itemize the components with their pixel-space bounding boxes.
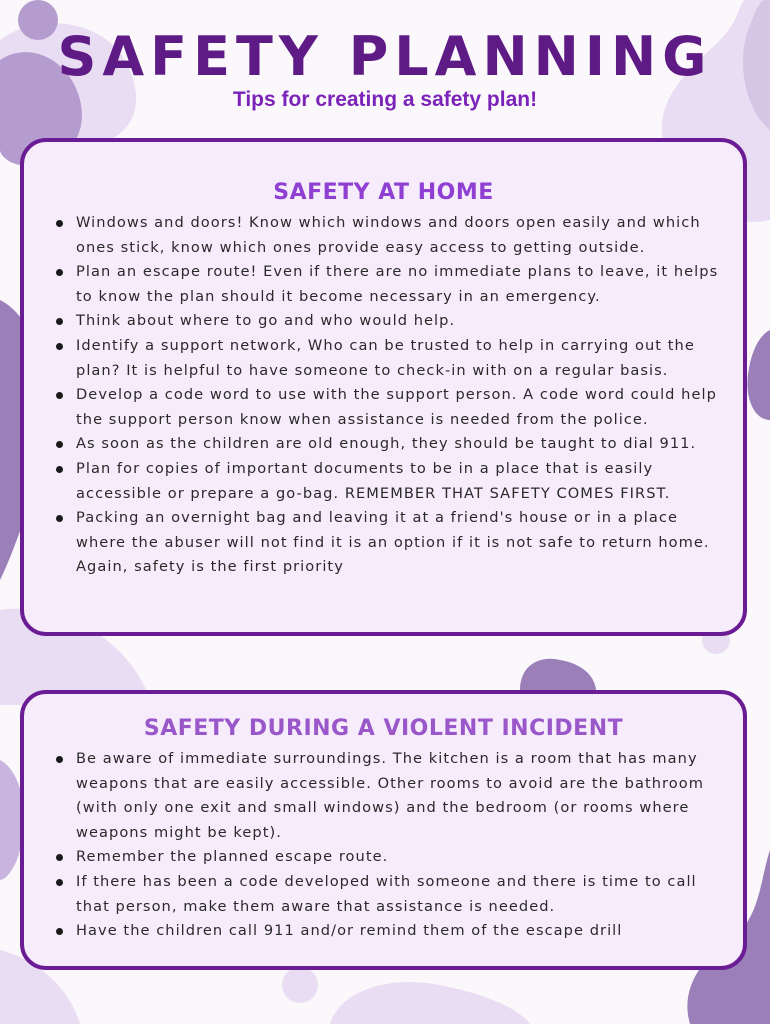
list-item: Think about where to go and who would help. bbox=[54, 309, 733, 334]
safety-at-home-list bbox=[24, 211, 743, 580]
dot-bottom-center bbox=[282, 967, 318, 1003]
violent-incident-card bbox=[20, 690, 747, 970]
list-item: Have the children call 911 and/or remind them of the escape drill bbox=[54, 919, 733, 944]
safety-at-home-card bbox=[20, 138, 747, 636]
list-item: As soon as the children are old enough, they should be taught to dial 911. bbox=[54, 432, 733, 457]
list-item: Plan an escape route! Even if there are no immediate plans to leave, it helps to know the plan should it become necessary in an emergency. bbox=[54, 260, 733, 309]
blob-bottom-center bbox=[330, 982, 530, 1024]
safety-at-home-heading: SAFETY AT HOME bbox=[273, 180, 494, 205]
blob-right-middle bbox=[747, 330, 770, 420]
page-title: SAFETY PLANNING bbox=[57, 25, 713, 88]
list-item: Packing an overnight bag and leaving it at a friend's house or in a place where the abuser will not find it is an option if it is not safe to return home. Again, safety is the first priority bbox=[54, 506, 733, 580]
page-subtitle: Tips for creating a safety plan! bbox=[232, 88, 538, 111]
violent-incident-list bbox=[24, 747, 743, 944]
list-item: Windows and doors! Know which windows and doors open easily and which ones stick, know which ones provide easy access to getting outside. bbox=[54, 211, 733, 260]
list-item: Plan for copies of important documents to be in a place that is easily accessible or prepare a go-bag. REMEMBER THAT SAFETY COMES FIRST. bbox=[54, 457, 733, 506]
list-item: Be aware of immediate surroundings. The kitchen is a room that has many weapons that are easily accessible. Other rooms to avoid are the bathroom (with only one exit and small windows) and the bedroom (or rooms where weapons might be kept). bbox=[54, 747, 733, 845]
list-item: Develop a code word to use with the support person. A code word could help the support person know when assistance is needed from the police. bbox=[54, 383, 733, 432]
list-item: Remember the planned escape route. bbox=[54, 845, 733, 870]
violent-incident-heading: SAFETY DURING A VIOLENT INCIDENT bbox=[143, 716, 624, 741]
list-item: If there has been a code developed with someone and there is time to call that person, make them aware that assistance is needed. bbox=[54, 870, 733, 919]
list-item: Identify a support network, Who can be trusted to help in carrying out the plan? It is helpful to have someone to check-in with on a regular basis. bbox=[54, 334, 733, 383]
